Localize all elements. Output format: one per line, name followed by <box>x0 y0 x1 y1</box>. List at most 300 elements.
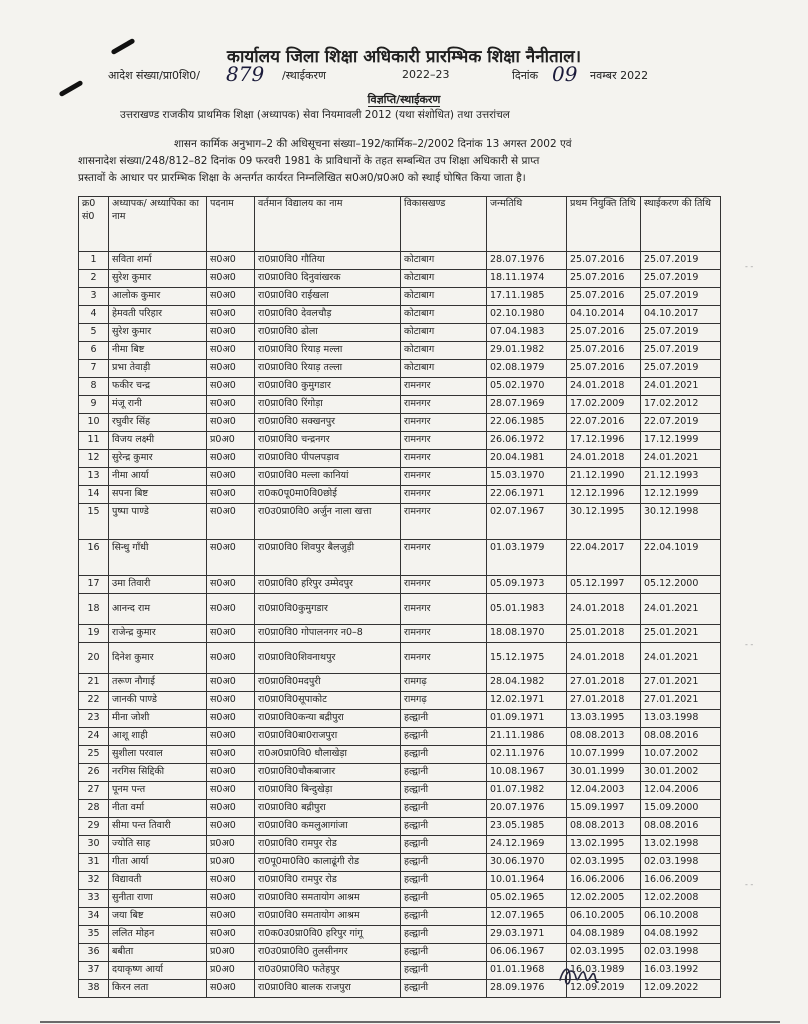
teachers-table <box>78 196 721 998</box>
row-first-appointment: 21.12.1990 <box>567 468 641 486</box>
row-serial: 33 <box>79 890 109 908</box>
row-first-appointment: 24.01.2018 <box>567 378 641 396</box>
row-confirmation-date: 08.08.2016 <box>641 818 721 836</box>
table-row <box>79 468 721 486</box>
table-row <box>79 414 721 432</box>
col-header-name: अध्यापक/ अध्यापिका का नाम <box>109 197 207 252</box>
row-confirmation-date: 21.12.1993 <box>641 468 721 486</box>
row-school: रा0प्रा0वि0 समतायोग आश्रम <box>255 890 401 908</box>
row-dob: 28.07.1976 <box>487 252 567 270</box>
table-row <box>79 306 721 324</box>
row-designation: प्र0अ0 <box>207 944 255 962</box>
row-confirmation-date: 25.07.2019 <box>641 324 721 342</box>
row-designation: स0अ0 <box>207 728 255 746</box>
row-school: रा0प्रा0वि0बा0राजपुरा <box>255 728 401 746</box>
row-confirmation-date: 12.09.2022 <box>641 980 721 998</box>
order-number: 879 <box>226 62 265 86</box>
row-block: रामगढ़ <box>401 674 487 692</box>
row-first-appointment: 27.01.2018 <box>567 674 641 692</box>
row-block: हल्द्वानी <box>401 872 487 890</box>
row-school: रा0प्रा0वि0कुमुगडार <box>255 594 401 625</box>
row-first-appointment: 12.12.1996 <box>567 486 641 504</box>
scan-speck: - - <box>745 640 754 649</box>
row-serial: 5 <box>79 324 109 342</box>
row-confirmation-date: 13.02.1998 <box>641 836 721 854</box>
row-first-appointment: 30.12.1995 <box>567 504 641 540</box>
row-dob: 20.07.1976 <box>487 800 567 818</box>
row-name: हेमवती परिहार <box>109 306 207 324</box>
row-confirmation-date: 17.02.2012 <box>641 396 721 414</box>
row-block: रामनगर <box>401 540 487 576</box>
row-designation: स0अ0 <box>207 468 255 486</box>
table-row <box>79 944 721 962</box>
row-school: रा0क0उ0प्रा0वि0 हरिपुर गांगू <box>255 926 401 944</box>
row-first-appointment: 02.03.1995 <box>567 854 641 872</box>
row-name: नीमा आर्या <box>109 468 207 486</box>
row-school: रा0प्रा0वि0 सक्खनपुर <box>255 414 401 432</box>
row-serial: 16 <box>79 540 109 576</box>
col-header-designation: पदनाम <box>207 197 255 252</box>
paragraph-line: शासनादेश संख्या/248/812–82 दिनांक 09 फरवरी 1981 के प्राविधानों के तहत सम्बन्धित उप शिक्षा अधिकारी से प्राप्त <box>78 155 540 167</box>
col-header-block: विकासखण्ड <box>401 197 487 252</box>
row-first-appointment: 02.03.1995 <box>567 944 641 962</box>
col-header-serial: क्र0 सं0 <box>79 197 109 252</box>
row-first-appointment: 25.01.2018 <box>567 625 641 643</box>
scan-speck: - - <box>745 262 754 271</box>
row-serial: 4 <box>79 306 109 324</box>
row-block: हल्द्वानी <box>401 746 487 764</box>
row-dob: 02.11.1976 <box>487 746 567 764</box>
row-serial: 17 <box>79 576 109 594</box>
row-designation: स0अ0 <box>207 710 255 728</box>
table-row <box>79 818 721 836</box>
row-first-appointment: 25.07.2016 <box>567 270 641 288</box>
row-dob: 26.06.1972 <box>487 432 567 450</box>
row-confirmation-date: 30.01.2002 <box>641 764 721 782</box>
row-block: रामनगर <box>401 396 487 414</box>
row-designation: स0अ0 <box>207 782 255 800</box>
row-confirmation-date: 25.07.2019 <box>641 360 721 378</box>
table-row <box>79 962 721 980</box>
row-serial: 32 <box>79 872 109 890</box>
row-dob: 05.09.1973 <box>487 576 567 594</box>
order-subject: /स्थाईकरण <box>282 69 326 82</box>
row-block: रामनगर <box>401 625 487 643</box>
row-dob: 28.09.1976 <box>487 980 567 998</box>
table-row <box>79 378 721 396</box>
row-first-appointment: 08.08.2013 <box>567 818 641 836</box>
table-row <box>79 782 721 800</box>
row-serial: 3 <box>79 288 109 306</box>
row-dob: 10.01.1964 <box>487 872 567 890</box>
row-school: रा0पू0मा0वि0 कालाढूंगी रोड <box>255 854 401 872</box>
row-first-appointment: 25.07.2016 <box>567 324 641 342</box>
signature <box>556 960 600 990</box>
row-block: कोटाबाग <box>401 342 487 360</box>
row-designation: स0अ0 <box>207 288 255 306</box>
row-designation: स0अ0 <box>207 890 255 908</box>
row-designation: स0अ0 <box>207 306 255 324</box>
row-block: हल्द्वानी <box>401 890 487 908</box>
row-school: रा0प्रा0वि0 दिनुवांखरक <box>255 270 401 288</box>
row-confirmation-date: 04.10.2017 <box>641 306 721 324</box>
row-first-appointment: 25.07.2016 <box>567 252 641 270</box>
row-confirmation-date: 24.01.2021 <box>641 643 721 674</box>
row-block: रामनगर <box>401 468 487 486</box>
col-header-school: वर्तमान विद्यालय का नाम <box>255 197 401 252</box>
row-designation: स0अ0 <box>207 360 255 378</box>
row-name: सुरेश कुमार <box>109 270 207 288</box>
row-designation: स0अ0 <box>207 576 255 594</box>
row-designation: स0अ0 <box>207 450 255 468</box>
row-name: मंजू रानी <box>109 396 207 414</box>
row-confirmation-date: 25.07.2019 <box>641 252 721 270</box>
row-first-appointment: 17.02.2009 <box>567 396 641 414</box>
row-serial: 23 <box>79 710 109 728</box>
row-confirmation-date: 25.07.2019 <box>641 342 721 360</box>
row-name: नीता वर्मा <box>109 800 207 818</box>
row-block: हल्द्वानी <box>401 926 487 944</box>
row-name: रघुवीर सिंह <box>109 414 207 432</box>
row-school: रा0प्रा0वि0 रामपुर रोड <box>255 836 401 854</box>
notice-title: विज्ञप्ति/स्थाईकरण <box>367 93 441 106</box>
row-serial: 2 <box>79 270 109 288</box>
row-serial: 9 <box>79 396 109 414</box>
row-name: किरन लता <box>109 980 207 998</box>
table-row <box>79 342 721 360</box>
row-first-appointment: 22.07.2016 <box>567 414 641 432</box>
row-school: रा0प्रा0वि0 गोपालनगर न0–8 <box>255 625 401 643</box>
row-dob: 01.01.1968 <box>487 962 567 980</box>
row-dob: 05.01.1983 <box>487 594 567 625</box>
row-serial: 26 <box>79 764 109 782</box>
row-confirmation-date: 22.07.2019 <box>641 414 721 432</box>
row-confirmation-date: 27.01.2021 <box>641 674 721 692</box>
row-name: सपना बिष्ट <box>109 486 207 504</box>
row-name: सीमा पन्त तिवारी <box>109 818 207 836</box>
row-serial: 7 <box>79 360 109 378</box>
row-designation: स0अ0 <box>207 414 255 432</box>
row-block: रामनगर <box>401 450 487 468</box>
row-block: रामनगर <box>401 414 487 432</box>
row-first-appointment: 13.03.1995 <box>567 710 641 728</box>
row-block: हल्द्वानी <box>401 764 487 782</box>
row-school: रा0प्रा0वि0 बिन्दुखेड़ा <box>255 782 401 800</box>
col-header-dob: जन्मतिथि <box>487 197 567 252</box>
row-block: रामनगर <box>401 378 487 396</box>
table-row <box>79 836 721 854</box>
col-header-first-appointment: प्रथम नियुक्ति तिथि <box>567 197 641 252</box>
table-row <box>79 728 721 746</box>
row-first-appointment: 25.07.2016 <box>567 288 641 306</box>
table-row <box>79 854 721 872</box>
row-dob: 24.12.1969 <box>487 836 567 854</box>
row-school: रा0प्रा0वि0 मल्ला कानियां <box>255 468 401 486</box>
row-dob: 20.04.1981 <box>487 450 567 468</box>
row-designation: स0अ0 <box>207 872 255 890</box>
row-name: नीमा बिष्ट <box>109 342 207 360</box>
row-confirmation-date: 30.12.1998 <box>641 504 721 540</box>
row-confirmation-date: 12.04.2006 <box>641 782 721 800</box>
row-block: रामनगर <box>401 486 487 504</box>
row-serial: 29 <box>79 818 109 836</box>
row-school: रा0प्रा0वि0 रिंगोड़ा <box>255 396 401 414</box>
row-name: दिनेश कुमार <box>109 643 207 674</box>
row-school: रा0प्रा0वि0 पीपलपड़ाव <box>255 450 401 468</box>
row-name: नरगिस सिद्दिकी <box>109 764 207 782</box>
table-row <box>79 764 721 782</box>
table-row <box>79 674 721 692</box>
row-first-appointment: 24.01.2018 <box>567 450 641 468</box>
row-designation: स0अ0 <box>207 692 255 710</box>
table-row <box>79 908 721 926</box>
body-paragraph <box>78 136 718 187</box>
row-serial: 6 <box>79 342 109 360</box>
row-confirmation-date: 12.12.1999 <box>641 486 721 504</box>
row-name: सुरेश कुमार <box>109 324 207 342</box>
row-name: आशू शाही <box>109 728 207 746</box>
row-dob: 29.03.1971 <box>487 926 567 944</box>
row-designation: प्र0अ0 <box>207 854 255 872</box>
row-confirmation-date: 24.01.2021 <box>641 450 721 468</box>
row-serial: 18 <box>79 594 109 625</box>
row-confirmation-date: 06.10.2008 <box>641 908 721 926</box>
row-serial: 21 <box>79 674 109 692</box>
row-serial: 38 <box>79 980 109 998</box>
row-first-appointment: 30.01.1999 <box>567 764 641 782</box>
row-confirmation-date: 22.04.1019 <box>641 540 721 576</box>
row-serial: 31 <box>79 854 109 872</box>
row-block: हल्द्वानी <box>401 854 487 872</box>
row-serial: 24 <box>79 728 109 746</box>
row-confirmation-date: 17.12.1999 <box>641 432 721 450</box>
date-label: दिनांक <box>512 69 539 82</box>
row-dob: 02.08.1979 <box>487 360 567 378</box>
row-block: हल्द्वानी <box>401 980 487 998</box>
row-confirmation-date: 10.07.2002 <box>641 746 721 764</box>
row-designation: स0अ0 <box>207 270 255 288</box>
row-designation: स0अ0 <box>207 908 255 926</box>
row-school: रा0प्रा0वि0चौकबाजार <box>255 764 401 782</box>
row-dob: 12.07.1965 <box>487 908 567 926</box>
row-name: सुरेन्द्र कुमार <box>109 450 207 468</box>
row-dob: 29.01.1982 <box>487 342 567 360</box>
row-confirmation-date: 27.01.2021 <box>641 692 721 710</box>
row-dob: 21.11.1986 <box>487 728 567 746</box>
row-name: बबीता <box>109 944 207 962</box>
row-first-appointment: 15.09.1997 <box>567 800 641 818</box>
row-confirmation-date: 25.07.2019 <box>641 270 721 288</box>
row-school: रा0प्रा0वि0शिवनाथपुर <box>255 643 401 674</box>
row-dob: 01.07.1982 <box>487 782 567 800</box>
row-school: रा0प्रा0वि0 गौतिया <box>255 252 401 270</box>
row-designation: स0अ0 <box>207 746 255 764</box>
row-name: जया बिष्ट <box>109 908 207 926</box>
row-designation: स0अ0 <box>207 800 255 818</box>
row-block: कोटाबाग <box>401 360 487 378</box>
order-label: आदेश संख्या/प्रा0शि0/ <box>108 69 201 82</box>
row-dob: 01.09.1971 <box>487 710 567 728</box>
row-block: हल्द्वानी <box>401 944 487 962</box>
row-name: दयाकृष्ण आर्या <box>109 962 207 980</box>
row-serial: 15 <box>79 504 109 540</box>
table-row <box>79 504 721 540</box>
row-name: विजय लक्ष्मी <box>109 432 207 450</box>
table-row <box>79 594 721 625</box>
row-school: रा0प्रा0वि0कन्या बद्रीपुरा <box>255 710 401 728</box>
row-designation: स0अ0 <box>207 540 255 576</box>
row-name: सविता शर्मा <box>109 252 207 270</box>
row-dob: 02.07.1967 <box>487 504 567 540</box>
row-name: आनन्द राम <box>109 594 207 625</box>
row-school: रा0उ0प्रा0वि0 अर्जुन नाला खत्ता <box>255 504 401 540</box>
row-first-appointment: 24.01.2018 <box>567 594 641 625</box>
row-first-appointment: 16.06.2006 <box>567 872 641 890</box>
row-block: रामगढ़ <box>401 692 487 710</box>
row-designation: स0अ0 <box>207 764 255 782</box>
table-row <box>79 872 721 890</box>
row-name: प्रभा तेवाड़ी <box>109 360 207 378</box>
row-serial: 14 <box>79 486 109 504</box>
page-bottom-border <box>40 1021 780 1023</box>
row-school: रा0प्रा0वि0 बद्रीपुरा <box>255 800 401 818</box>
row-name: पूनम पन्त <box>109 782 207 800</box>
row-confirmation-date: 02.03.1998 <box>641 944 721 962</box>
row-designation: स0अ0 <box>207 378 255 396</box>
row-school: रा0प्रा0वि0 समतायोग आश्रम <box>255 908 401 926</box>
row-dob: 18.08.1970 <box>487 625 567 643</box>
row-serial: 37 <box>79 962 109 980</box>
row-name: उमा तिवारी <box>109 576 207 594</box>
table-row <box>79 692 721 710</box>
row-name: फकीर चन्द्र <box>109 378 207 396</box>
row-designation: स0अ0 <box>207 324 255 342</box>
scan-speck: - - <box>745 880 754 889</box>
row-block: रामनगर <box>401 594 487 625</box>
row-school: रा0प्रा0वि0 देवलचौड़ <box>255 306 401 324</box>
row-name: ज्योति साह <box>109 836 207 854</box>
row-designation: स0अ0 <box>207 980 255 998</box>
row-dob: 05.02.1970 <box>487 378 567 396</box>
row-serial: 19 <box>79 625 109 643</box>
row-block: हल्द्वानी <box>401 818 487 836</box>
row-confirmation-date: 15.09.2000 <box>641 800 721 818</box>
table-row <box>79 432 721 450</box>
row-school: रा0प्रा0वि0 चन्द्रनगर <box>255 432 401 450</box>
row-dob: 05.02.1965 <box>487 890 567 908</box>
row-serial: 36 <box>79 944 109 962</box>
row-block: कोटाबाग <box>401 306 487 324</box>
row-name: गीता आर्या <box>109 854 207 872</box>
table-row <box>79 486 721 504</box>
row-serial: 12 <box>79 450 109 468</box>
row-school: रा0उ0प्रा0वि0 फतेहपुर <box>255 962 401 980</box>
row-dob: 28.07.1969 <box>487 396 567 414</box>
row-school: रा0प्रा0वि0 बालक राजपुरा <box>255 980 401 998</box>
row-confirmation-date: 02.03.1998 <box>641 854 721 872</box>
row-dob: 22.06.1985 <box>487 414 567 432</box>
row-dob: 10.08.1967 <box>487 764 567 782</box>
row-serial: 30 <box>79 836 109 854</box>
intro-line: उत्तराखण्ड राजकीय प्राथमिक शिक्षा (अध्यापक) सेवा नियमावली 2012 (यथा संशोधित) तथा उत्तरांचल <box>120 109 510 121</box>
row-school: रा0अ0प्रा0वि0 धौलाखेड़ा <box>255 746 401 764</box>
row-school: रा0प्रा0वि0सूपाकोट <box>255 692 401 710</box>
table-row <box>79 800 721 818</box>
date-rest: नवम्बर 2022 <box>590 69 649 82</box>
table-row <box>79 625 721 643</box>
row-confirmation-date: 12.02.2008 <box>641 890 721 908</box>
row-confirmation-date: 16.03.1992 <box>641 962 721 980</box>
table-row <box>79 540 721 576</box>
row-confirmation-date: 24.01.2021 <box>641 378 721 396</box>
row-block: रामनगर <box>401 643 487 674</box>
row-first-appointment: 12.02.2005 <box>567 890 641 908</box>
row-first-appointment: 25.07.2016 <box>567 360 641 378</box>
row-designation: स0अ0 <box>207 342 255 360</box>
table-row <box>79 980 721 998</box>
row-serial: 28 <box>79 800 109 818</box>
row-confirmation-date: 13.03.1998 <box>641 710 721 728</box>
row-school: रा0प्रा0वि0 रामपुर रोड <box>255 872 401 890</box>
row-block: हल्द्वानी <box>401 782 487 800</box>
col-header-confirmation-date: स्थाईकरण की तिथि <box>641 197 721 252</box>
row-name: राजेन्द्र कुमार <box>109 625 207 643</box>
row-first-appointment: 04.08.1989 <box>567 926 641 944</box>
row-dob: 06.06.1967 <box>487 944 567 962</box>
table-row <box>79 710 721 728</box>
row-block: कोटाबाग <box>401 252 487 270</box>
row-serial: 25 <box>79 746 109 764</box>
row-block: कोटाबाग <box>401 288 487 306</box>
row-dob: 02.10.1980 <box>487 306 567 324</box>
row-dob: 12.02.1971 <box>487 692 567 710</box>
row-block: हल्द्वानी <box>401 710 487 728</box>
row-dob: 23.05.1985 <box>487 818 567 836</box>
session: 2022–23 <box>402 68 450 81</box>
row-confirmation-date: 25.07.2019 <box>641 288 721 306</box>
table-row <box>79 746 721 764</box>
row-serial: 8 <box>79 378 109 396</box>
row-block: हल्द्वानी <box>401 728 487 746</box>
row-school: रा0प्रा0वि0 कमलुआगांजा <box>255 818 401 836</box>
row-school: रा0प्रा0वि0 रियाड़ तल्ला <box>255 360 401 378</box>
row-name: तरूण नौगाई <box>109 674 207 692</box>
table-row <box>79 252 721 270</box>
table-row <box>79 926 721 944</box>
paragraph-line: प्रस्तावों के आधार पर प्रारम्भिक शिक्षा के अन्तर्गत कार्यरत निम्नलिखित स0अ0/प्र0अ0 को स्थाई घोषित किया जाता है। <box>78 172 526 184</box>
paragraph-line: शासन कार्मिक अनुभाग–2 की अधिसूचना संख्या–192/कार्मिक–2/2002 दिनांक 13 अगस्त 2002 एवं <box>174 138 572 150</box>
row-serial: 27 <box>79 782 109 800</box>
row-first-appointment: 05.12.1997 <box>567 576 641 594</box>
row-name: ललित मोहन <box>109 926 207 944</box>
row-designation: स0अ0 <box>207 252 255 270</box>
table-header-row <box>79 197 721 252</box>
row-confirmation-date: 08.08.2016 <box>641 728 721 746</box>
row-serial: 34 <box>79 908 109 926</box>
row-dob: 28.04.1982 <box>487 674 567 692</box>
table-row <box>79 576 721 594</box>
row-first-appointment: 17.12.1996 <box>567 432 641 450</box>
row-serial: 22 <box>79 692 109 710</box>
row-designation: प्र0अ0 <box>207 962 255 980</box>
row-school: रा0क0पू0मा0वि0छोई <box>255 486 401 504</box>
row-designation: स0अ0 <box>207 594 255 625</box>
row-dob: 01.03.1979 <box>487 540 567 576</box>
row-first-appointment: 25.07.2016 <box>567 342 641 360</box>
row-name: जानकी पाण्डे <box>109 692 207 710</box>
row-designation: स0अ0 <box>207 643 255 674</box>
row-first-appointment: 16.03.1989 <box>567 962 641 980</box>
